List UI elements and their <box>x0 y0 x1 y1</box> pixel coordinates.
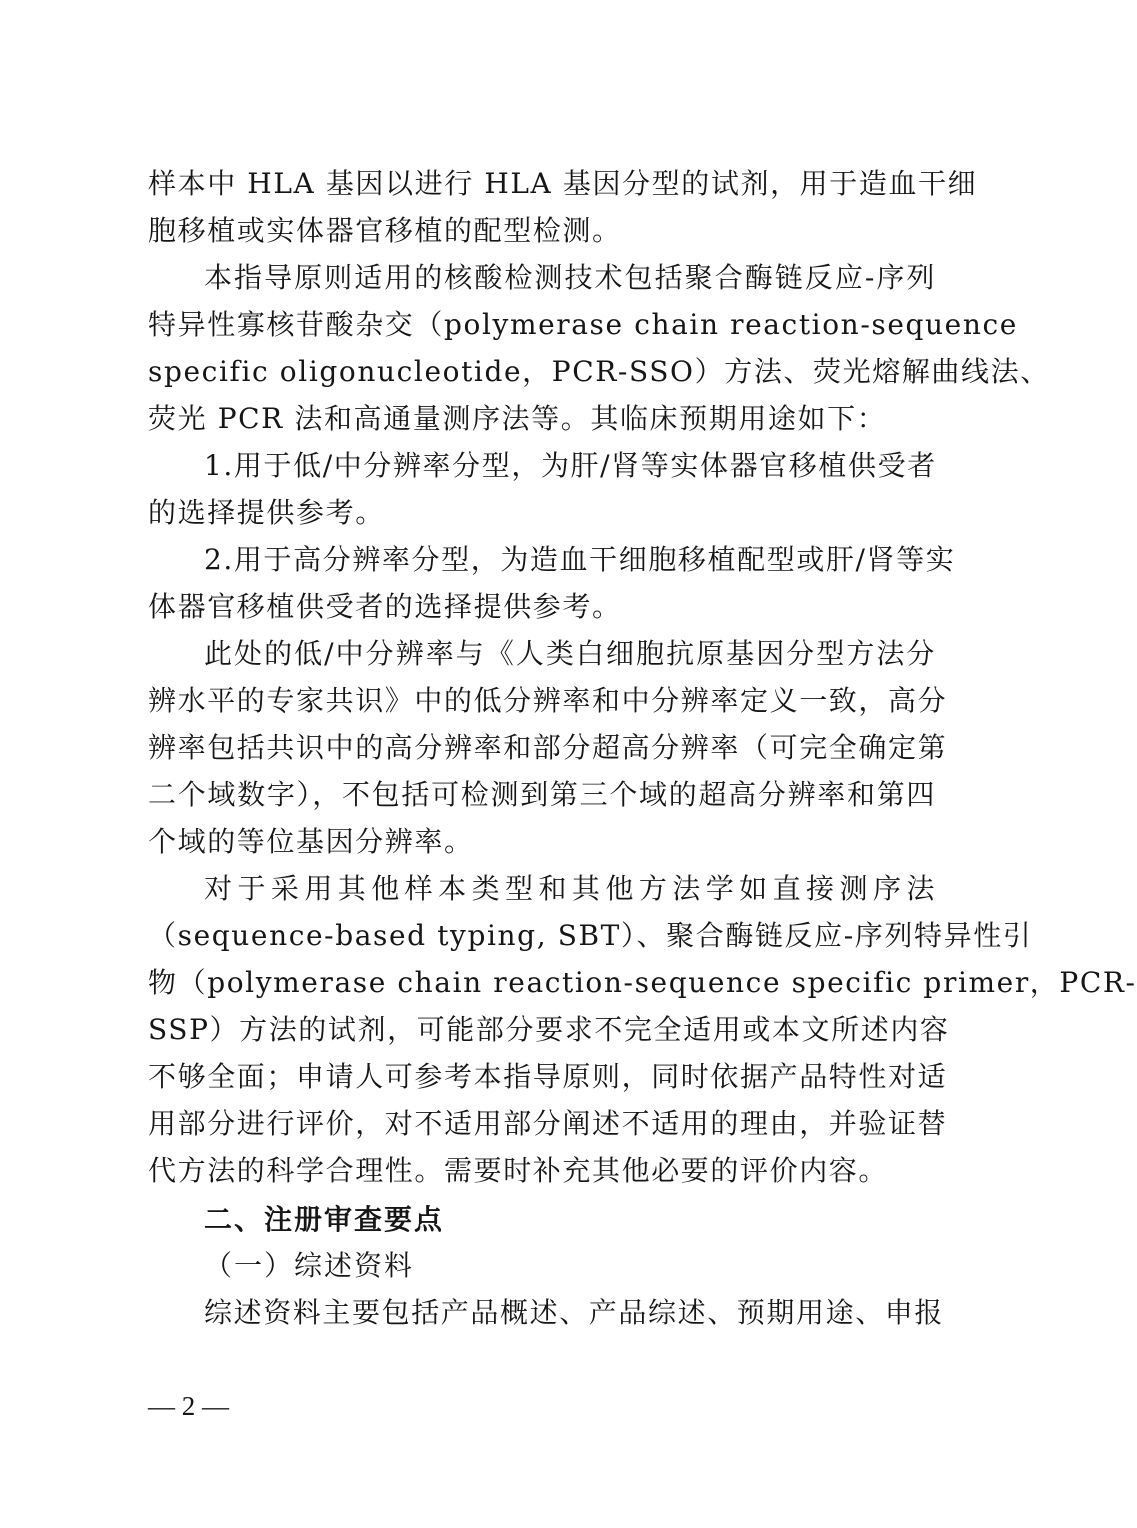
text-line-7: 1.用于低/中分辨率分型，为肝/肾等实体器官移植供受者 <box>204 449 937 482</box>
text-line-5: specific oligonucleotide，PCR-SSO）方法、荧光熔解曲线法、 <box>148 355 1050 388</box>
text-line-2: 胞移植或实体器官移植的配型检测。 <box>148 214 622 247</box>
text-line-17: （sequence-based typing, SBT）、聚合酶链反应-序列特异性引 <box>148 919 1033 952</box>
text-line-12: 辨水平的专家共识》中的低分辨率和中分辨率定义一致，高分 <box>148 684 948 717</box>
text-line-19: SSP）方法的试剂，可能部分要求不完全适用或本文所述内容 <box>148 1013 950 1046</box>
text-line-20: 不够全面；申请人可参考本指导原则，同时依据产品特性对适 <box>148 1060 948 1093</box>
text-line-22: 代方法的科学合理性。需要时补充其他必要的评价内容。 <box>148 1154 889 1187</box>
text-line-25: 综述资料主要包括产品概述、产品综述、预期用途、申报 <box>204 1296 945 1329</box>
text-line-14: 二个域数字），不包括可检测到第三个域的超高分辨率和第四 <box>148 778 936 811</box>
text-line-9: 2.用于高分辨率分型，为造血干细胞移植配型或肝/肾等实 <box>204 543 956 576</box>
text-line-4: 特异性寡核苷酸杂交（polymerase chain reaction-sequence <box>148 308 1018 341</box>
text-line-21: 用部分进行评价，对不适用部分阐述不适用的理由，并验证替 <box>148 1107 948 1140</box>
text-line-15: 个域的等位基因分辨率。 <box>148 825 474 858</box>
text-line-3: 本指导原则适用的核酸检测技术包括聚合酶链反应-序列 <box>204 261 936 294</box>
section-heading: 二、注册审查要点 <box>204 1203 445 1236</box>
text-line-1: 样本中 HLA 基因以进行 HLA 基因分型的试剂，用于造血干细 <box>148 167 978 200</box>
text-line-11: 此处的低/中分辨率与《人类白细胞抗原基因分型方法分 <box>204 637 936 670</box>
text-line-6: 荧光 PCR 法和高通量测序法等。其临床预期用途如下： <box>148 402 887 435</box>
text-line-16: 对于采用其他样本类型和其他方法学如直接测序法 <box>204 872 936 905</box>
subsection-heading: （一）综述资料 <box>204 1249 415 1282</box>
text-line-8: 的选择提供参考。 <box>148 496 385 529</box>
page-number: — 2 — <box>148 1391 229 1421</box>
text-line-18: 物（polymerase chain reaction-sequence specific primer，PCR- <box>148 966 1137 999</box>
text-line-13: 辨率包括共识中的高分辨率和部分超高分辨率（可完全确定第 <box>148 731 948 764</box>
text-line-10: 体器官移植供受者的选择提供参考。 <box>148 590 622 623</box>
